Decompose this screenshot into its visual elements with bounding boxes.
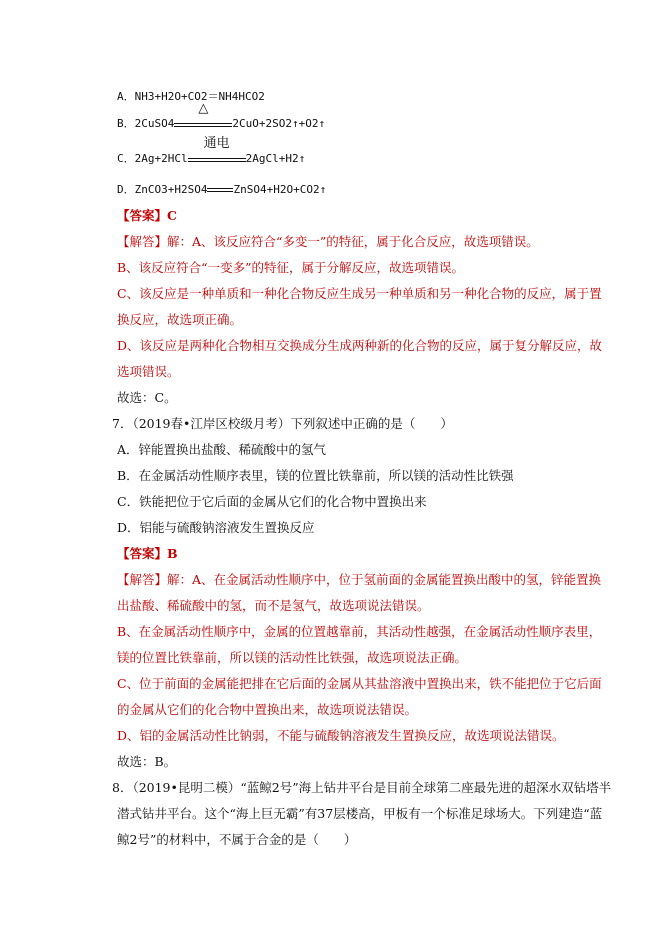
q7-choice: C．铁能把位于它后面的金属从它们的化合物中置换出来 xyxy=(117,494,427,509)
option-b-products: 2CuO+2SO2↑+O2↑ xyxy=(232,117,326,130)
q6-analysis-line: C、该反应是一种单质和一种化合物反应生成另一种单质和另一种化合物的反应，属于置 xyxy=(117,286,602,301)
q6-analysis-line: B、该反应符合“一变多”的特征，属于分解反应，故选项错误。 xyxy=(117,260,464,275)
q8-stem-line: 潜式钻井平台。这个“海上巨无霸”有37层楼高，甲板有一个标准足球场大。下列建造“蓝 xyxy=(117,806,603,821)
q6-answer: 【答案】C xyxy=(117,208,177,223)
q7-analysis-line: D、铝的金属活动性比钠弱，不能与硫酸钠溶液发生置换反应，故选项说法错误。 xyxy=(117,728,565,743)
q6-analysis-line: 【解答】解：A、该反应符合“多变一”的特征，属于化合反应，故选项错误。 xyxy=(117,234,539,249)
q7-conclusion: 故选：B。 xyxy=(117,754,177,769)
q6-analysis-line: 换反应，故选项正确。 xyxy=(117,312,243,327)
q6-analysis-line: 选项错误。 xyxy=(117,364,180,379)
q7-stem: 7．（2019春•江岸区校级月考）下列叙述中正确的是（ ） xyxy=(112,416,453,431)
q6-analysis-line: D、该反应是两种化合物相互交换成分生成两种新的化合物的反应，属于复分解反应，故 xyxy=(117,338,603,353)
q7-analysis-line: C、位于前面的金属能把排在它后面的金属从其盐溶液中置换出来，铁不能把位于它后面 xyxy=(117,676,602,691)
electrolysis-condition xyxy=(188,136,246,162)
double-line xyxy=(174,123,232,127)
heat-condition xyxy=(174,101,232,127)
q7-analysis-line: 出盐酸、稀硫酸中的氢，而不是氢气，故选项说法错误。 xyxy=(117,598,430,613)
option-d xyxy=(117,181,326,199)
option-b-reactants: B．2CuSO4 xyxy=(117,117,175,130)
heat-condition-symbol: △ xyxy=(198,101,209,116)
q7-analysis-line: 【解答】解：A、在金属活动性顺序中，位于氢前面的金属能置换出酸中的氢，锌能置换 xyxy=(117,572,602,587)
q7-choice: A．锌能置换出盐酸、稀硫酸中的氢气 xyxy=(117,442,327,457)
option-d-reactants: D．ZnCO3+H2SO4 xyxy=(117,183,208,196)
q7-choice: D．铝能与硫酸钠溶液发生置换反应 xyxy=(117,520,315,535)
option-b xyxy=(117,101,326,133)
q7-choice: B．在金属活动性顺序表里，镁的位置比铁靠前，所以镁的活动性比铁强 xyxy=(117,468,514,483)
q7-answer: 【答案】B xyxy=(117,546,178,561)
option-c-products: 2AgCl+H2↑ xyxy=(245,152,306,165)
double-line xyxy=(188,158,246,162)
option-c-reactants: C．2Ag+2HCl xyxy=(117,152,188,165)
electrolysis-condition-label: 通电 xyxy=(203,136,230,151)
q7-analysis-line: 的金属从它们的化合物中置换出来，故选项说法错误。 xyxy=(117,702,418,717)
option-a: A．NH3+H2O+CO2＝NH4HCO2 xyxy=(117,90,265,103)
equals-double-line xyxy=(207,188,233,192)
option-d-products: ZnSO4+H2O+CO2↑ xyxy=(233,183,327,196)
q7-analysis-line: B、在金属活动性顺序中，金属的位置越靠前，其活动性越强，在金属活动性顺序表里， xyxy=(117,624,602,639)
q7-analysis-line: 镁的位置比铁靠前，所以镁的活动性比铁强，故选项说法正确。 xyxy=(117,650,468,665)
option-c xyxy=(117,136,306,168)
q8-stem-line: 8．（2019•昆明二模）“蓝鲸2号”海上钻井平台是目前全球第二座最先进的超深水双钻塔半 xyxy=(112,780,612,795)
q6-conclusion: 故选：C。 xyxy=(117,390,177,405)
q8-stem-line: 鲸2号”的材料中，不属于合金的是（ ） xyxy=(117,832,357,847)
